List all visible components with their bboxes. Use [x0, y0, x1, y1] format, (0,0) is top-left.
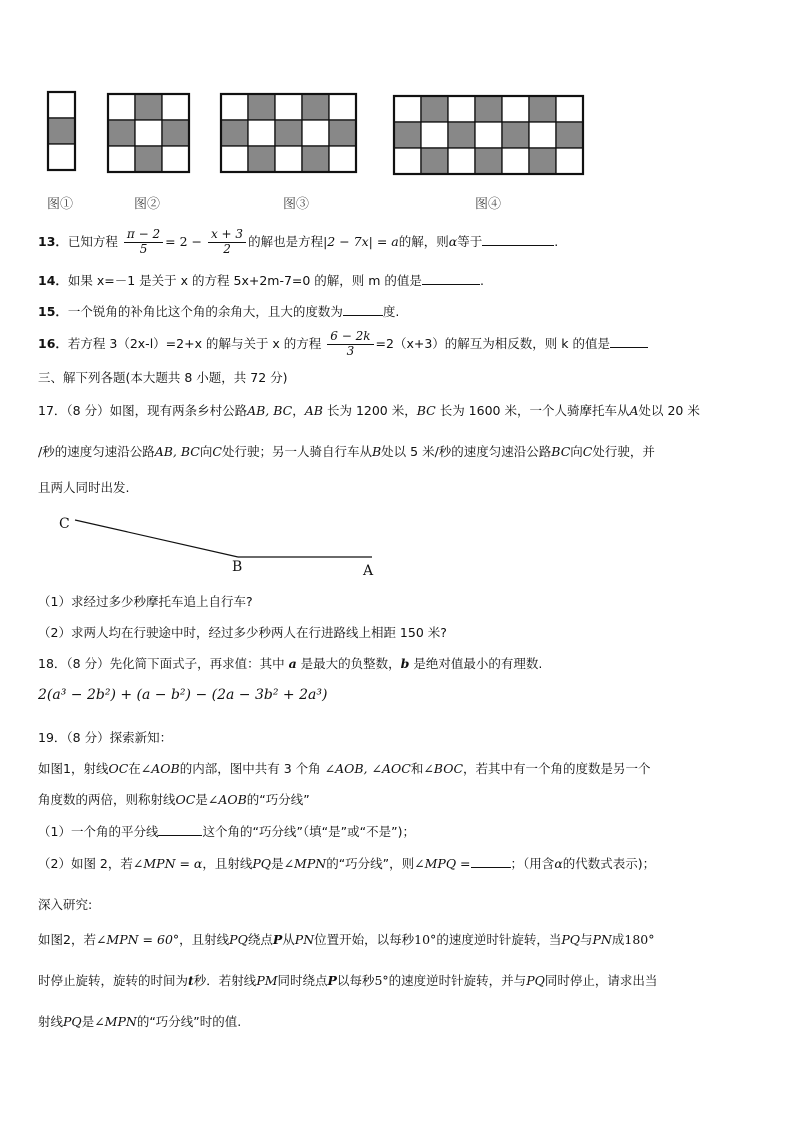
q13-absolute-equation: |2 − 7x| = a: [323, 233, 399, 249]
figure-3-cell: [275, 146, 302, 172]
figure-4-cell: [556, 96, 583, 122]
question-17-line-3: 且两人同时出发.: [38, 480, 130, 495]
q19-d3b: 是: [81, 1014, 95, 1029]
figure-1-cell: [48, 144, 75, 170]
q19-sub1b: 这个角的“巧分线”（填“是”或“不是”)；: [202, 824, 415, 839]
q19-pn-2: PN: [592, 932, 612, 947]
figure-2-cell: [162, 120, 189, 146]
q14-text: 如果 x=－1 是关于 x 的方程 5x+2m-7=0 的解，则 m 的值是: [67, 273, 422, 288]
q19-pm: PM: [256, 973, 278, 988]
figure-4-caption: 图④: [475, 197, 502, 212]
q18-var-b: b: [400, 656, 410, 671]
q15-answer-blank[interactable]: [343, 303, 383, 316]
q19-pq: PQ: [252, 856, 272, 871]
figure-3-cell: [302, 94, 329, 120]
q17-roads: AB, BC: [247, 403, 293, 418]
figure-4-cell: [421, 122, 448, 148]
q19-d2a: 时停止旋转，旋转的时间为: [38, 973, 189, 988]
q18-l1c: 是绝对值最小的有理数.: [409, 656, 543, 671]
q13-fraction-1: [124, 228, 163, 257]
q13-fraction-1-denominator: 5: [139, 241, 148, 256]
road-bc: [75, 520, 238, 557]
figure-3-cell: [302, 120, 329, 146]
q13-number: 13．: [38, 233, 68, 249]
q19-boc: ∠BOC: [423, 761, 464, 776]
figure-4-cell: [448, 96, 475, 122]
figure-3-caption: 图③: [283, 197, 310, 212]
label-c: C: [59, 516, 70, 532]
q17-l2d: 处以 5 米/秒的速度匀速沿公路: [381, 444, 552, 459]
pattern-figures: [0, 0, 794, 215]
q19-deg-10: 10°: [414, 932, 437, 947]
question-17-part-1: （1）求经过多少秒摩托车追上自行车?: [38, 594, 253, 609]
q17-l2f: 处行驶，并: [592, 444, 655, 459]
figure-4-cell: [448, 148, 475, 174]
label-a: A: [363, 563, 374, 579]
q19-point-p-2: P: [327, 973, 337, 988]
q17-l2a: /秒的速度匀速沿公路: [38, 444, 155, 459]
q19-d1a: 如图2，若: [38, 932, 96, 947]
q19-l1b: 在: [128, 761, 141, 776]
q18-expression: 2(a³ − 2b²) + (a − b²) − (2a − 3b² + 2a³): [38, 687, 328, 703]
figure-3-cell: [248, 146, 275, 172]
figure-4-cell: [556, 148, 583, 174]
q19-part-2-blank[interactable]: [471, 855, 511, 868]
q19-d3a: 射线: [38, 1014, 64, 1029]
q19-line-1: [38, 761, 764, 776]
figure-2-cell: [162, 146, 189, 172]
figure-3-cell: [275, 94, 302, 120]
q19-d2d: 以每秒: [336, 973, 375, 988]
figure-1-cell: [48, 92, 75, 118]
figure-1-cell: [48, 118, 75, 144]
q13-text-1: 已知方程: [67, 233, 118, 249]
q19-l2a: 角度数的两倍，则称射线: [38, 792, 176, 807]
q14-number: 14．: [38, 273, 68, 288]
q18-l1b: 是最大的负整数，: [296, 656, 401, 671]
q13-text-4: 等于: [457, 233, 483, 249]
q19-sub2a: （2）如图 2，若: [38, 856, 133, 871]
figure-3-cell: [248, 120, 275, 146]
q13-equals: = 2 −: [165, 233, 202, 249]
q19-alpha: α: [554, 856, 563, 871]
q19-deep-line-3: [38, 1014, 764, 1029]
figure-1-caption: 图①: [47, 197, 74, 212]
q19-deep-line-2: [38, 973, 764, 988]
q19-mpn: ∠MPN: [283, 856, 327, 871]
q16-text-2: =2（x+3）的解互为相反数，则 k 的值是: [375, 335, 610, 351]
q19-mpn-2: ∠MPN: [94, 1014, 137, 1029]
q19-deep-heading: 深入研究:: [38, 897, 93, 912]
q19-pq-3: PQ: [561, 932, 580, 947]
label-b: B: [232, 559, 243, 575]
q17-ab: AB: [304, 403, 323, 418]
q19-oc: OC: [108, 761, 129, 776]
q19-deep-line-1: [38, 932, 764, 947]
q19-part-2: [38, 855, 764, 871]
q18-var-a: a: [288, 656, 297, 671]
figure-4-cell: [529, 96, 556, 122]
q19-aob-2: ∠AOB: [207, 792, 247, 807]
q19-mpn-alpha: ∠MPN = α: [132, 856, 203, 871]
q13-end: .: [554, 233, 559, 249]
figure-2-cell: [108, 146, 135, 172]
figure-4-cell: [502, 148, 529, 174]
q17-l2b: 向: [199, 444, 213, 459]
question-17-part-2: （2）求两人均在行驶途中时，经过多少秒两人在行进路线上相距 150 米?: [38, 625, 447, 640]
figure-2-cell: [162, 94, 189, 120]
q19-d2c: 同时绕点: [277, 973, 328, 988]
q19-l2b: 是: [195, 792, 208, 807]
figure-2-cell: [108, 120, 135, 146]
question-16: [38, 330, 764, 359]
figure-3-cell: [329, 94, 356, 120]
q17-l1d: 长为 1600 米，一个人骑摩托车从: [439, 403, 630, 418]
q19-d1f: 的速度逆时针旋转，当: [436, 932, 562, 947]
q17-point-c-2: C: [582, 444, 593, 459]
figure-3-cell: [221, 120, 248, 146]
q19-d2f: 同时停止，请求出当: [544, 973, 658, 988]
q19-l1d: 和: [410, 761, 424, 776]
figure-4-cell: [529, 122, 556, 148]
figure-3-cell: [302, 146, 329, 172]
q16-number: 16．: [38, 335, 68, 351]
q19-part-1: [38, 823, 764, 839]
q19-l1e: ，若其中有一个角的度数是另一个: [463, 761, 651, 776]
figure-4-cell: [502, 122, 529, 148]
figure-4-cell: [448, 122, 475, 148]
figure-4-cell: [556, 122, 583, 148]
q17-roads-2: AB, BC: [154, 444, 200, 459]
q13-fraction-2: [208, 228, 246, 257]
figure-4-cell: [529, 148, 556, 174]
figure-3-cell: [329, 120, 356, 146]
q13-text-3: 的解，则: [398, 233, 449, 249]
q19-d1e: 位置开始，以每秒: [314, 932, 415, 947]
q19-part-1-blank[interactable]: [158, 823, 202, 836]
q13-fraction-2-numerator: x + 3: [208, 228, 246, 243]
q19-d1c: 绕点: [247, 932, 273, 947]
q19-l1c: 的内部，图中共有 3 个角: [179, 761, 321, 776]
question-15: [38, 303, 764, 319]
figure-4-cell: [475, 122, 502, 148]
q19-pn: PN: [294, 932, 315, 947]
q19-line-2: [38, 792, 764, 807]
section-3-heading: 三、解下列各题(本大题共 8 小题，共 72 分): [38, 370, 288, 385]
figure-4-cell: [394, 148, 421, 174]
figure-3-cell: [221, 146, 248, 172]
q17-l1e: 处以 20 米: [638, 403, 700, 418]
figure-2-cell: [135, 146, 162, 172]
q19-var-t: t: [188, 973, 194, 988]
question-17-line-2: [38, 444, 764, 459]
figure-4-cell: [394, 96, 421, 122]
figure-4-cell: [394, 122, 421, 148]
question-17-line-1: [38, 403, 764, 418]
q13-text-2: 的解也是方程: [248, 233, 324, 249]
q19-sub2d: 的“巧分线”，则: [326, 856, 415, 871]
q16-text-1: 若方程 3（2x-l）=2+x 的解与关于 x 的方程: [67, 335, 322, 351]
figure-4-cell: [421, 148, 448, 174]
figure-3-cell: [221, 94, 248, 120]
q13-alpha: α: [448, 233, 458, 249]
q19-sub2b: ，且射线: [202, 856, 253, 871]
figure-2-cell: [108, 94, 135, 120]
q17-bc-2: BC: [551, 444, 571, 459]
q16-fraction-denominator: 3: [346, 343, 355, 358]
q19-oc-2: OC: [175, 792, 196, 807]
q19-sub1a: （1）一个角的平分线: [38, 824, 159, 839]
q19-angles: ∠AOB, ∠AOC: [324, 761, 411, 776]
q16-fraction: [327, 330, 373, 359]
q14-answer-blank[interactable]: [422, 272, 480, 285]
q19-d1h: 成: [611, 932, 625, 947]
figure-3-cell: [329, 146, 356, 172]
q17-l1c: 长为 1200 米，: [326, 403, 417, 418]
q19-d1g: 与: [580, 932, 593, 947]
q17-l1b: ，: [292, 403, 305, 418]
q19-aob: ∠AOB: [140, 761, 180, 776]
q19-sub2f: 的代数式表示)；: [562, 856, 656, 871]
figure-4-cell: [502, 96, 529, 122]
q16-fraction-numerator: 6 − 2k: [327, 330, 373, 345]
q19-pq-2: PQ: [229, 932, 248, 947]
q19-d2e: 的速度逆时针旋转，并与: [388, 973, 527, 988]
figure-3-cell: [248, 94, 275, 120]
q15-number: 15．: [38, 304, 68, 319]
q19-mpq: ∠MPQ =: [414, 856, 471, 871]
figure-4-cell: [475, 96, 502, 122]
q15-end: 度.: [382, 304, 400, 319]
q13-fraction-2-denominator: 2: [223, 241, 231, 256]
q17-l2e: 向: [570, 444, 583, 459]
q17-point-b: B: [371, 444, 382, 459]
question-14: [38, 272, 764, 288]
q19-heading: 19．（8 分）探索新知：: [38, 730, 173, 745]
figure-3-cell: [275, 120, 302, 146]
q19-deg-180: 180°: [624, 932, 655, 947]
q17-bc: BC: [416, 403, 436, 418]
q14-end: .: [479, 273, 484, 288]
q19-l1a: 如图1，射线: [38, 761, 109, 776]
q15-text: 一个锐角的补角比这个角的余角大，且大的度数为: [67, 304, 343, 319]
q19-d1b: ，且射线: [179, 932, 230, 947]
figure-2-cell: [135, 94, 162, 120]
q19-d2b: 秒．若射线: [193, 973, 257, 988]
q16-answer-blank[interactable]: [610, 335, 648, 348]
q19-d3c: 的“巧分线”时的值.: [136, 1014, 242, 1029]
q19-point-p: P: [272, 932, 283, 947]
q17-point-c: C: [212, 444, 222, 459]
q19-mpn-60: ∠MPN = 60°: [95, 932, 180, 947]
figure-4-cell: [421, 96, 448, 122]
question-18: [38, 656, 764, 671]
q13-fraction-1-numerator: π − 2: [124, 228, 163, 243]
q17-point-a: A: [629, 403, 639, 418]
q19-pq-4: PQ: [526, 973, 545, 988]
q18-l1a: 18．（8 分）先化简下面式子，再求值：其中: [38, 656, 289, 671]
q17-l2c: 处行驶；另一人骑自行车从: [221, 444, 372, 459]
q13-answer-blank[interactable]: [482, 233, 554, 246]
q19-deg-5: 5°: [374, 973, 389, 988]
q19-l2c: 的“巧分线”: [246, 792, 310, 807]
figure-4-cell: [475, 148, 502, 174]
q19-pq-5: PQ: [63, 1014, 82, 1029]
q19-sub2e: ；（用含: [510, 856, 555, 871]
figure-2-cell: [135, 120, 162, 146]
figure-2-caption: 图②: [134, 197, 161, 212]
q19-d1d: 从: [282, 932, 295, 947]
q17-l1a: 17．（8 分）如图，现有两条乡村公路: [38, 403, 248, 418]
q19-sub2c: 是: [271, 856, 284, 871]
question-13: [38, 228, 764, 257]
